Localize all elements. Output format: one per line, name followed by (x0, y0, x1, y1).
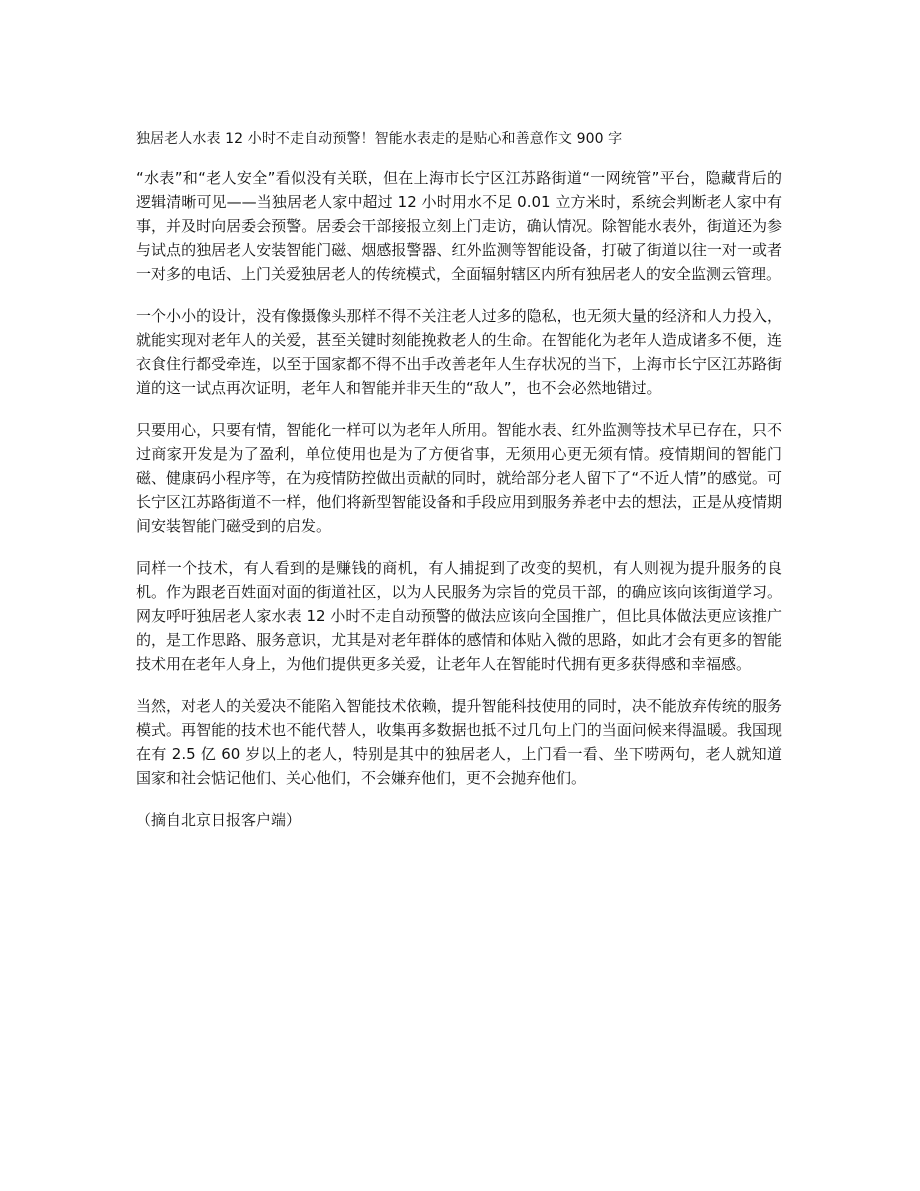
article-source: （摘自北京日报客户端） (136, 811, 302, 829)
article-paragraph-1: “水表”和“老人安全”看似没有关联，但在上海市长宁区江苏路街道“一网统管”平台，隐藏背后的逻辑清晰可见——当独居老人家中超过 12 小时用水不足 0.01 立方米时，系统会判断老人家中有事，并及时向居委会预警。居委会干部接报立刻上门走访，确认情况。除智能水表外，街道还为参与试点的独居老人安装智能门磁、烟感报警器、红外监测等智能设备，打破了街道以往一对一或者一对多的电话、上门关爱独居老人的传统模式，全面辐射辖区内所有独居老人的安全监测云管理。 (136, 169, 782, 283)
article-paragraph-2: 一个小小的设计，没有像摄像头那样不得不关注老人过多的隐私，也无须大量的经济和人力投入，就能实现对老年人的关爱，甚至关键时刻能挽救老人的生命。在智能化为老年人造成诸多不便，连衣食住行都受牵连，以至于国家都不得不出手改善老年人生存状况的当下，上海市长宁区江苏路街道的这一试点再次证明，老年人和智能并非天生的“敌人”，也不会必然地错过。 (136, 307, 782, 397)
article-title: 独居老人水表 12 小时不走自动预警！智能水表走的是贴心和善意作文 900 字 (136, 131, 623, 147)
article-paragraph-5: 当然，对老人的关爱决不能陷入智能技术依赖，提升智能科技使用的同时，决不能放弃传统的服务模式。再智能的技术也不能代替人，收集再多数据也抵不过几句上门的当面问候来得温暖。我国现在有 2.5 亿 60 岁以上的老人，特别是其中的独居老人，上门看一看、坐下唠两句，老人就知道国家和社会惦记他们、关心他们，不会嫌弃他们，更不会抛弃他们。 (136, 697, 782, 787)
article-paragraph-4: 同样一个技术，有人看到的是赚钱的商机，有人捕捉到了改变的契机，有人则视为提升服务的良机。作为跟老百姓面对面的街道社区，以为人民服务为宗旨的党员干部，的确应该向该街道学习。网友呼吁独居老人家水表 12 小时不走自动预警的做法应该向全国推广，但比具体做法更应该推广的，是工作思路、服务意识，尤其是对老年群体的感情和体贴入微的思路，如此才会有更多的智能技术用在老年人身上，为他们提供更多关爱，让老年人在智能时代拥有更多获得感和幸福感。 (136, 559, 782, 673)
article-paragraph-3: 只要用心，只要有情，智能化一样可以为老年人所用。智能水表、红外监测等技术早已存在，只不过商家开发是为了盈利，单位使用也是为了方便省事，无须用心更无须有情。疫情期间的智能门磁、健康码小程序等，在为疫情防控做出贡献的同时，就给部分老人留下了“不近人情”的感觉。可长宁区江苏路街道不一样，他们将新型智能设备和手段应用到服务养老中去的想法，正是从疫情期间安装智能门磁受到的启发。 (136, 421, 782, 535)
article (136, 128, 782, 832)
